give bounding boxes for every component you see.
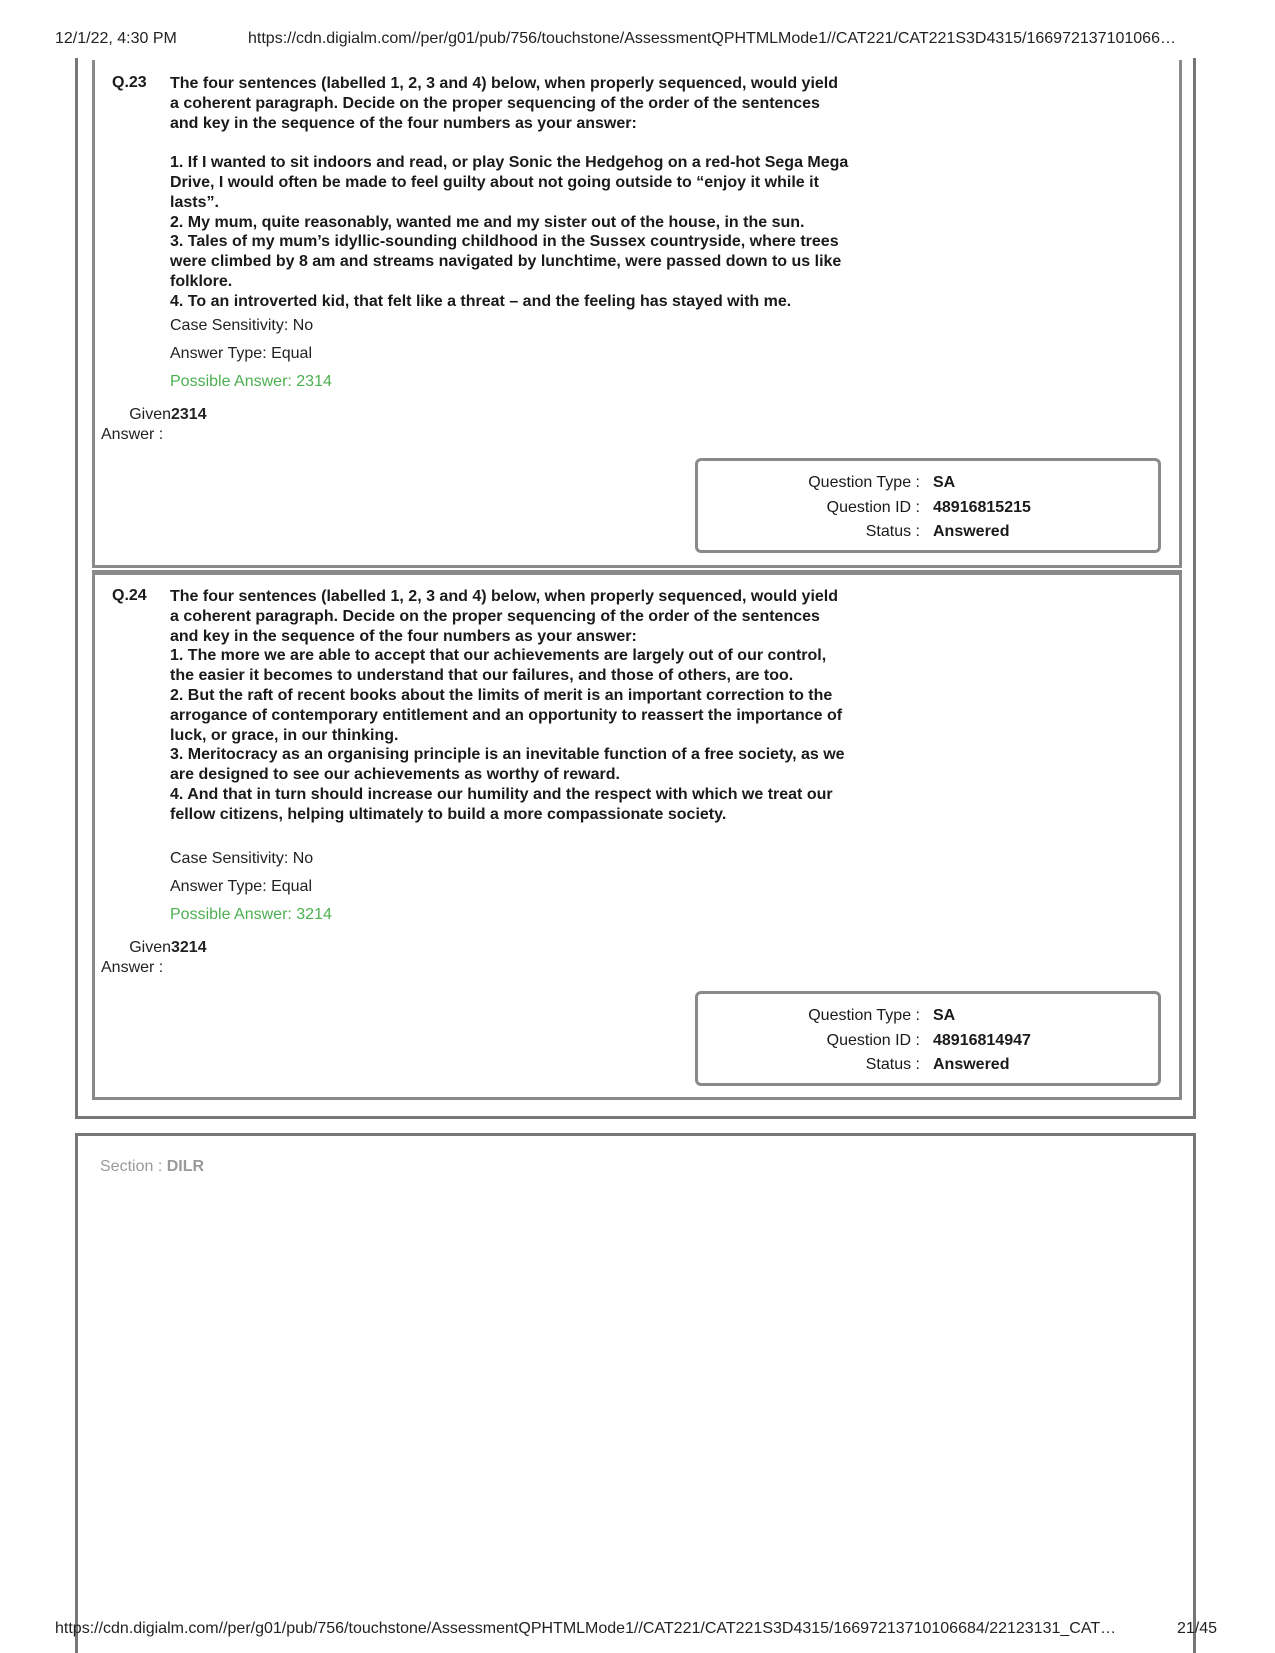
given-value: 2314 [171, 406, 207, 423]
given-label: Given [129, 939, 171, 956]
question-id-value: 48916814947 [933, 1031, 1031, 1049]
status-value: Answered [933, 523, 1010, 540]
question-text [170, 74, 850, 312]
given-answer [101, 938, 207, 978]
section-panel [75, 1133, 1196, 1653]
question-text [170, 587, 850, 825]
status-label: Status : [865, 523, 920, 540]
question-intro: The four sentences (labelled 1, 2, 3 and 4) below, when properly sequenced, would yield a coherent paragraph. Decide on the proper sequencing of the order of the sentences and key in the sequence of the four numbers as your answer: [170, 588, 839, 645]
question-number: Q.24 [112, 587, 147, 604]
question-id-label: Question ID : [826, 1031, 920, 1049]
sentence-2: 2. But the raft of recent books about the limits of merit is an important correction to the arrogance of contemporary entitlement and an opportunity to reassert the importance of luck, or grace, in our thinking. [170, 686, 843, 744]
question-info-box [695, 458, 1161, 553]
question-type-value: SA [933, 474, 956, 491]
answer-label: Answer : [101, 426, 164, 443]
sentence-2: 2. My mum, quite reasonably, wanted me and my sister out of the house, in the sun. [170, 213, 805, 231]
sentence-1: 1. If I wanted to sit indoors and read, or play Sonic the Hedgehog on a red-hot Sega Mega Drive, I would often be made to feel guilty about not going outside to “enjoy it while it lasts”. [170, 154, 849, 211]
print-datetime: 12/1/22, 4:30 PM [55, 30, 177, 47]
sentence-4: 4. And that in turn should increase our humility and the respect with which we treat our fellow citizens, helping ultimately to build a more compassionate society. [170, 785, 833, 823]
question-id-value: 48916815215 [933, 498, 1031, 516]
question-type-label: Question Type : [808, 474, 920, 491]
answer-meta [170, 312, 332, 396]
answer-type: Answer Type: Equal [170, 878, 313, 895]
given-value: 3214 [171, 939, 207, 956]
sentence-4: 4. To an introverted kid, that felt like a threat – and the feeling has stayed with me. [170, 292, 792, 310]
question-intro: The four sentences (labelled 1, 2, 3 and 4) below, when properly sequenced, would yield a coherent paragraph. Decide on the proper sequencing of the order of the sentences and key in the sequence of the four numbers as your answer: [170, 75, 839, 132]
case-sensitivity: Case Sensitivity: No [170, 317, 314, 334]
given-answer [101, 405, 207, 445]
section-heading [100, 1158, 204, 1176]
page-number: 21/45 [1177, 1620, 1218, 1637]
sentence-1: 1. The more we are able to accept that our achievements are largely out of our control, the easier it becomes to understand that our failures, and those of others, are too. [170, 647, 827, 685]
possible-answer: Possible Answer: 3214 [170, 906, 332, 923]
question-id-label: Question ID : [826, 498, 920, 516]
answer-type: Answer Type: Equal [170, 345, 313, 362]
question-card-24 [92, 570, 1182, 1100]
answer-meta [170, 845, 332, 929]
possible-answer: Possible Answer: 2314 [170, 373, 332, 390]
question-type-label: Question Type : [808, 1007, 920, 1024]
status-label: Status : [865, 1056, 920, 1073]
print-header-url: https://cdn.digialm.com//per/g01/pub/756/touchstone/AssessmentQPHTMLMode1//CAT221/CAT221S3D4315/166972137101066… [248, 30, 1176, 47]
section-name: DILR [166, 1158, 205, 1175]
sentence-3: 3. Meritocracy as an organising principle is an inevitable function of a free society, as we are designed to see our achievements as worthy of reward. [170, 746, 845, 784]
print-footer-url: https://cdn.digialm.com//per/g01/pub/756/touchstone/AssessmentQPHTMLMode1//CAT221/CAT221S3D4315/16697213710106684/22123131_CAT… [55, 1620, 1117, 1637]
answer-label: Answer : [101, 959, 164, 976]
question-info-box [695, 991, 1161, 1086]
question-type-value: SA [933, 1007, 956, 1024]
question-number: Q.23 [112, 74, 147, 91]
status-value: Answered [933, 1056, 1010, 1073]
sentence-3: 3. Tales of my mum’s idyllic-sounding childhood in the Sussex countryside, where trees were climbed by 8 am and streams navigated by lunchtime, were passed down to us like folklore. [170, 233, 842, 290]
given-label: Given [129, 406, 171, 423]
question-card-23 [92, 60, 1182, 568]
case-sensitivity: Case Sensitivity: No [170, 850, 314, 867]
section-label: Section : [100, 1158, 163, 1175]
